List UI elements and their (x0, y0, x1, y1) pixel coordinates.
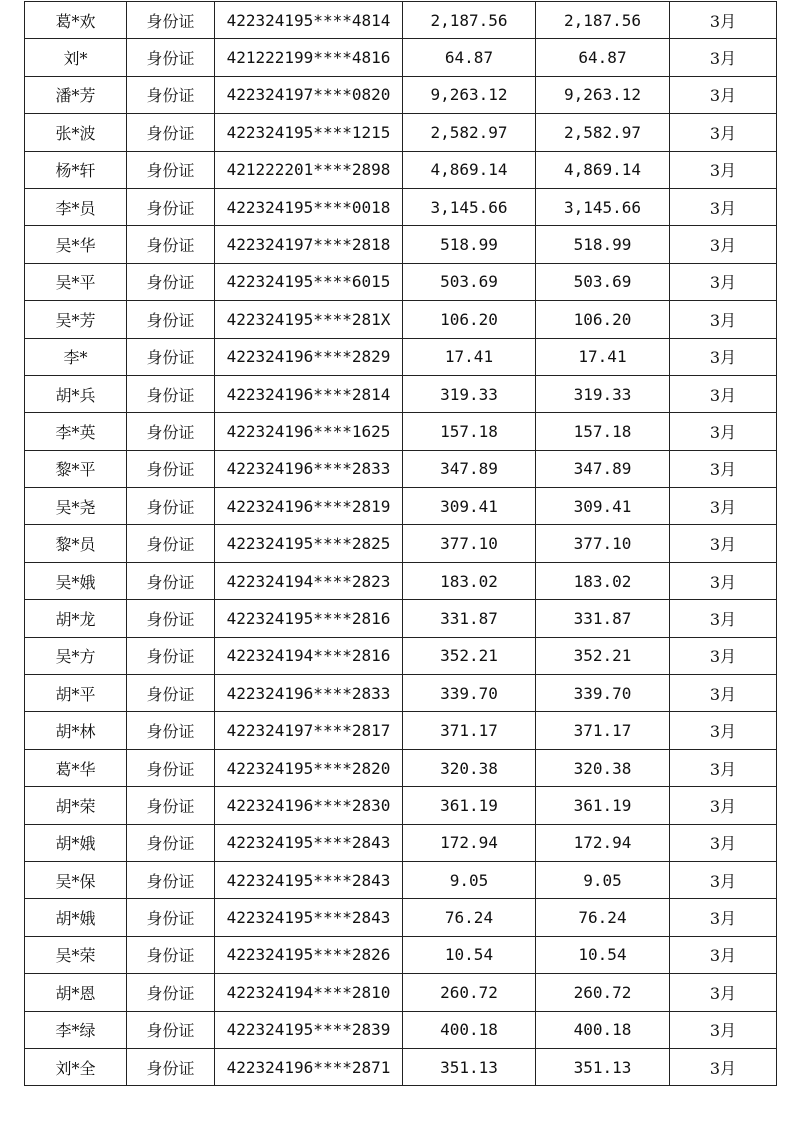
id-number-cell: 422324195****2826 (215, 936, 403, 973)
table-row (25, 2, 777, 39)
amount-a-cell: 361.19 (403, 787, 536, 824)
amount-a-cell: 347.89 (403, 450, 536, 487)
data-table (24, 1, 777, 1086)
amount-b-cell: 2,582.97 (536, 114, 670, 151)
name-cell: 吴*芳 (25, 301, 127, 338)
table-row (25, 787, 777, 824)
table-row (25, 76, 777, 113)
name-cell: 吴*尧 (25, 488, 127, 525)
id-type-cell: 身份证 (127, 936, 215, 973)
name-cell: 吴*娥 (25, 562, 127, 599)
amount-b-cell: 347.89 (536, 450, 670, 487)
amount-b-cell: 17.41 (536, 338, 670, 375)
id-number-cell: 422324195****2816 (215, 600, 403, 637)
name-cell: 吴*荣 (25, 936, 127, 973)
month-cell: 3月 (670, 1048, 777, 1085)
table-row (25, 1048, 777, 1085)
table-row (25, 151, 777, 188)
table-row (25, 899, 777, 936)
amount-b-cell: 377.10 (536, 525, 670, 562)
month-cell: 3月 (670, 1011, 777, 1048)
id-number-cell: 422324195****4814 (215, 2, 403, 39)
id-number-cell: 422324196****2833 (215, 675, 403, 712)
id-number-cell: 422324195****2843 (215, 824, 403, 861)
month-cell: 3月 (670, 301, 777, 338)
amount-a-cell: 9,263.12 (403, 76, 536, 113)
amount-a-cell: 319.33 (403, 375, 536, 412)
id-type-cell: 身份证 (127, 188, 215, 225)
amount-a-cell: 518.99 (403, 226, 536, 263)
amount-a-cell: 377.10 (403, 525, 536, 562)
amount-a-cell: 260.72 (403, 974, 536, 1011)
table-row (25, 39, 777, 76)
name-cell: 吴*华 (25, 226, 127, 263)
name-cell: 张*波 (25, 114, 127, 151)
id-type-cell: 身份证 (127, 114, 215, 151)
id-number-cell: 422324195****281X (215, 301, 403, 338)
id-type-cell: 身份证 (127, 226, 215, 263)
amount-b-cell: 4,869.14 (536, 151, 670, 188)
amount-b-cell: 361.19 (536, 787, 670, 824)
table-row (25, 450, 777, 487)
id-type-cell: 身份证 (127, 974, 215, 1011)
id-number-cell: 422324196****2814 (215, 375, 403, 412)
id-number-cell: 422324195****0018 (215, 188, 403, 225)
id-number-cell: 421222199****4816 (215, 39, 403, 76)
id-number-cell: 422324197****0820 (215, 76, 403, 113)
id-number-cell: 422324197****2818 (215, 226, 403, 263)
amount-b-cell: 400.18 (536, 1011, 670, 1048)
name-cell: 胡*荣 (25, 787, 127, 824)
table-row (25, 600, 777, 637)
amount-b-cell: 331.87 (536, 600, 670, 637)
amount-a-cell: 17.41 (403, 338, 536, 375)
month-cell: 3月 (670, 824, 777, 861)
amount-b-cell: 76.24 (536, 899, 670, 936)
id-type-cell: 身份证 (127, 375, 215, 412)
id-number-cell: 422324196****2829 (215, 338, 403, 375)
id-type-cell: 身份证 (127, 600, 215, 637)
table-row (25, 375, 777, 412)
amount-a-cell: 339.70 (403, 675, 536, 712)
amount-b-cell: 260.72 (536, 974, 670, 1011)
table-row (25, 488, 777, 525)
id-type-cell: 身份证 (127, 712, 215, 749)
month-cell: 3月 (670, 749, 777, 786)
name-cell: 葛*欢 (25, 2, 127, 39)
amount-b-cell: 64.87 (536, 39, 670, 76)
month-cell: 3月 (670, 375, 777, 412)
id-number-cell: 422324195****2843 (215, 861, 403, 898)
amount-b-cell: 352.21 (536, 637, 670, 674)
table-row (25, 114, 777, 151)
id-number-cell: 422324196****2830 (215, 787, 403, 824)
id-type-cell: 身份证 (127, 39, 215, 76)
month-cell: 3月 (670, 936, 777, 973)
amount-b-cell: 2,187.56 (536, 2, 670, 39)
table-row (25, 974, 777, 1011)
table-row (25, 1011, 777, 1048)
amount-b-cell: 351.13 (536, 1048, 670, 1085)
name-cell: 胡*娥 (25, 899, 127, 936)
amount-a-cell: 351.13 (403, 1048, 536, 1085)
table-row (25, 637, 777, 674)
month-cell: 3月 (670, 39, 777, 76)
amount-a-cell: 106.20 (403, 301, 536, 338)
id-type-cell: 身份证 (127, 413, 215, 450)
month-cell: 3月 (670, 600, 777, 637)
id-number-cell: 422324195****6015 (215, 263, 403, 300)
month-cell: 3月 (670, 263, 777, 300)
id-type-cell: 身份证 (127, 861, 215, 898)
amount-b-cell: 309.41 (536, 488, 670, 525)
amount-b-cell: 518.99 (536, 226, 670, 263)
id-number-cell: 422324197****2817 (215, 712, 403, 749)
id-type-cell: 身份证 (127, 637, 215, 674)
id-type-cell: 身份证 (127, 787, 215, 824)
id-type-cell: 身份证 (127, 338, 215, 375)
amount-a-cell: 371.17 (403, 712, 536, 749)
month-cell: 3月 (670, 712, 777, 749)
id-type-cell: 身份证 (127, 749, 215, 786)
amount-b-cell: 9,263.12 (536, 76, 670, 113)
id-type-cell: 身份证 (127, 675, 215, 712)
amount-a-cell: 352.21 (403, 637, 536, 674)
id-number-cell: 422324195****2839 (215, 1011, 403, 1048)
id-type-cell: 身份证 (127, 1048, 215, 1085)
amount-a-cell: 183.02 (403, 562, 536, 599)
amount-b-cell: 106.20 (536, 301, 670, 338)
amount-a-cell: 3,145.66 (403, 188, 536, 225)
table-row (25, 562, 777, 599)
id-type-cell: 身份证 (127, 263, 215, 300)
id-type-cell: 身份证 (127, 301, 215, 338)
amount-b-cell: 157.18 (536, 413, 670, 450)
id-number-cell: 422324196****2819 (215, 488, 403, 525)
amount-a-cell: 400.18 (403, 1011, 536, 1048)
id-type-cell: 身份证 (127, 488, 215, 525)
name-cell: 李* (25, 338, 127, 375)
id-number-cell: 422324195****1215 (215, 114, 403, 151)
name-cell: 李*英 (25, 413, 127, 450)
amount-a-cell: 4,869.14 (403, 151, 536, 188)
amount-a-cell: 10.54 (403, 936, 536, 973)
id-type-cell: 身份证 (127, 899, 215, 936)
name-cell: 潘*芳 (25, 76, 127, 113)
month-cell: 3月 (670, 861, 777, 898)
id-type-cell: 身份证 (127, 151, 215, 188)
month-cell: 3月 (670, 974, 777, 1011)
month-cell: 3月 (670, 450, 777, 487)
id-type-cell: 身份证 (127, 76, 215, 113)
table-row (25, 263, 777, 300)
amount-b-cell: 319.33 (536, 375, 670, 412)
amount-b-cell: 9.05 (536, 861, 670, 898)
name-cell: 杨*轩 (25, 151, 127, 188)
table-row (25, 338, 777, 375)
name-cell: 胡*恩 (25, 974, 127, 1011)
table-row (25, 749, 777, 786)
amount-a-cell: 320.38 (403, 749, 536, 786)
id-number-cell: 422324196****2833 (215, 450, 403, 487)
month-cell: 3月 (670, 114, 777, 151)
amount-b-cell: 339.70 (536, 675, 670, 712)
table-row (25, 226, 777, 263)
amount-b-cell: 3,145.66 (536, 188, 670, 225)
id-number-cell: 422324194****2823 (215, 562, 403, 599)
id-type-cell: 身份证 (127, 824, 215, 861)
id-number-cell: 422324194****2816 (215, 637, 403, 674)
name-cell: 吴*保 (25, 861, 127, 898)
month-cell: 3月 (670, 488, 777, 525)
month-cell: 3月 (670, 76, 777, 113)
month-cell: 3月 (670, 151, 777, 188)
id-type-cell: 身份证 (127, 562, 215, 599)
table-row (25, 824, 777, 861)
name-cell: 葛*华 (25, 749, 127, 786)
amount-a-cell: 172.94 (403, 824, 536, 861)
amount-a-cell: 9.05 (403, 861, 536, 898)
table-row (25, 525, 777, 562)
amount-b-cell: 320.38 (536, 749, 670, 786)
month-cell: 3月 (670, 338, 777, 375)
id-number-cell: 422324196****2871 (215, 1048, 403, 1085)
month-cell: 3月 (670, 413, 777, 450)
id-number-cell: 422324194****2810 (215, 974, 403, 1011)
table-row (25, 861, 777, 898)
name-cell: 刘* (25, 39, 127, 76)
amount-a-cell: 157.18 (403, 413, 536, 450)
month-cell: 3月 (670, 562, 777, 599)
amount-a-cell: 2,582.97 (403, 114, 536, 151)
id-number-cell: 422324195****2820 (215, 749, 403, 786)
table-row (25, 712, 777, 749)
id-type-cell: 身份证 (127, 525, 215, 562)
amount-a-cell: 76.24 (403, 899, 536, 936)
name-cell: 胡*林 (25, 712, 127, 749)
amount-b-cell: 503.69 (536, 263, 670, 300)
amount-a-cell: 64.87 (403, 39, 536, 76)
id-type-cell: 身份证 (127, 450, 215, 487)
month-cell: 3月 (670, 899, 777, 936)
name-cell: 胡*龙 (25, 600, 127, 637)
amount-a-cell: 503.69 (403, 263, 536, 300)
table-row (25, 188, 777, 225)
name-cell: 李*员 (25, 188, 127, 225)
name-cell: 黎*员 (25, 525, 127, 562)
table-row (25, 675, 777, 712)
name-cell: 胡*平 (25, 675, 127, 712)
name-cell: 刘*全 (25, 1048, 127, 1085)
month-cell: 3月 (670, 675, 777, 712)
id-number-cell: 421222201****2898 (215, 151, 403, 188)
amount-b-cell: 183.02 (536, 562, 670, 599)
id-type-cell: 身份证 (127, 1011, 215, 1048)
id-number-cell: 422324195****2843 (215, 899, 403, 936)
id-number-cell: 422324195****2825 (215, 525, 403, 562)
name-cell: 黎*平 (25, 450, 127, 487)
month-cell: 3月 (670, 188, 777, 225)
month-cell: 3月 (670, 2, 777, 39)
amount-b-cell: 10.54 (536, 936, 670, 973)
table-row (25, 413, 777, 450)
amount-a-cell: 2,187.56 (403, 2, 536, 39)
month-cell: 3月 (670, 525, 777, 562)
name-cell: 吴*平 (25, 263, 127, 300)
name-cell: 吴*方 (25, 637, 127, 674)
amount-b-cell: 172.94 (536, 824, 670, 861)
amount-b-cell: 371.17 (536, 712, 670, 749)
name-cell: 胡*兵 (25, 375, 127, 412)
month-cell: 3月 (670, 226, 777, 263)
name-cell: 胡*娥 (25, 824, 127, 861)
id-number-cell: 422324196****1625 (215, 413, 403, 450)
name-cell: 李*绿 (25, 1011, 127, 1048)
amount-a-cell: 309.41 (403, 488, 536, 525)
month-cell: 3月 (670, 787, 777, 824)
table-body (25, 2, 777, 1086)
id-type-cell: 身份证 (127, 2, 215, 39)
table-row (25, 936, 777, 973)
month-cell: 3月 (670, 637, 777, 674)
table-row (25, 301, 777, 338)
amount-a-cell: 331.87 (403, 600, 536, 637)
